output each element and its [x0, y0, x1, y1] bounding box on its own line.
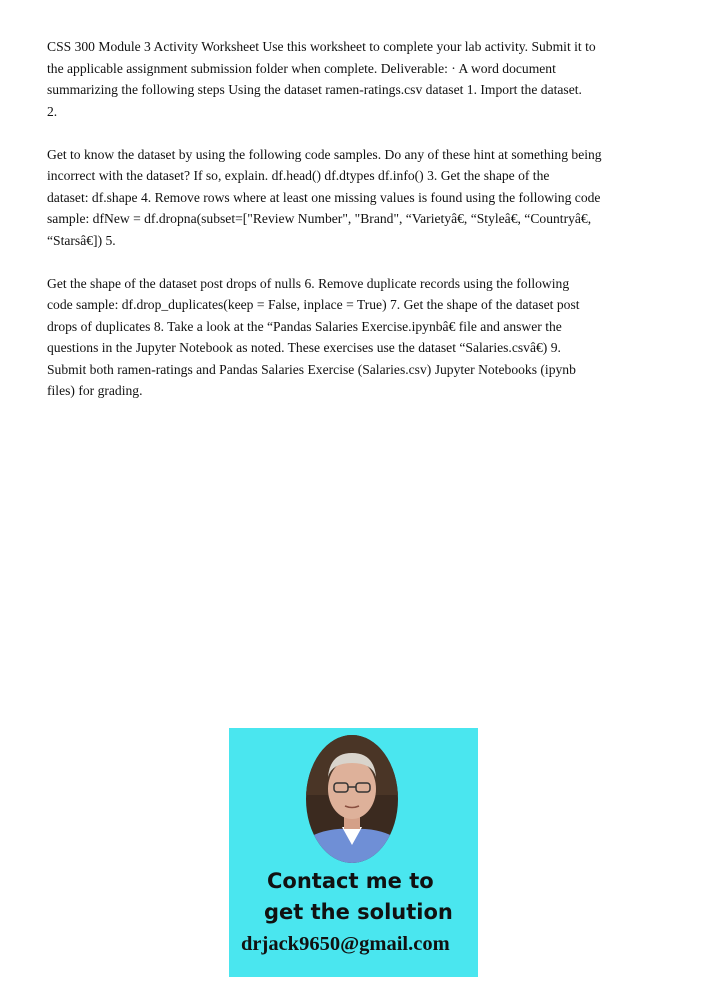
- paragraph: CSS 300 Module 3 Activity Worksheet Use this worksheet to complete your lab activity. Submit it to the applicable assignment submission folder when complete. Deliverable: · A word document summarizing the following steps Using the dataset ramen-ratings.csv dataset 1. Import the dataset. 2.: [47, 39, 596, 119]
- paragraph: Get the shape of the dataset post drops of nulls 6. Remove duplicate records using the following code sample: df.drop_duplicates(keep = False, inplace = True) 7. Get the shape of the dataset post drops of duplicates 8. Take a look at the “Pandas Salaries Exercise.ipynbâ€ file and answer the questions in the Jupyter Notebook as noted. These exercises use the dataset “Salaries.csvâ€) 9. Submit both ramen-ratings and Pandas Salaries Exercise (Salaries.csv) Jupyter Notebooks (ipynb files) for grading.: [47, 275, 580, 398]
- worksheet-text: [47, 36, 647, 423]
- paragraph: Get to know the dataset by using the following code samples. Do any of these hint at something being incorrect with the dataset? If so, explain. df.head() df.dtypes df.info() 3. Get the shape of the dataset: df.shape 4. Remove rows where at least one missing values is found using the following code sample: dfNew = df.dropna(subset=["Review Number", "Brand", “Varietyâ€, “Styleâ€, “Countryâ€, “Starsâ€]) 5.: [47, 146, 602, 248]
- portrait-photo: [306, 735, 398, 863]
- promo-subheadline: get the solution: [264, 900, 453, 924]
- promo-headline: Contact me to: [267, 869, 434, 893]
- contact-email[interactable]: drjack9650@gmail.com: [241, 933, 450, 955]
- contact-promo-banner[interactable]: [229, 728, 478, 977]
